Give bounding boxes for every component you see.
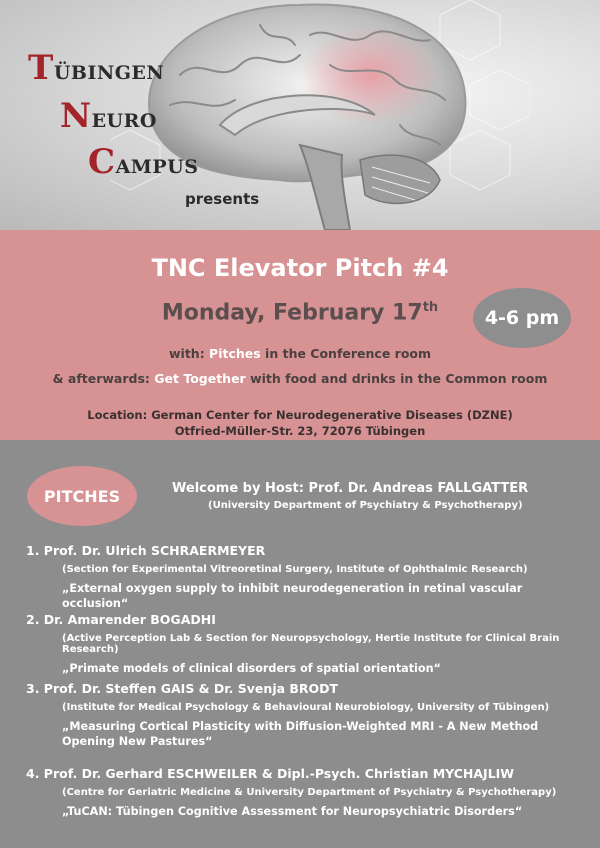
welcome-host: Welcome by Host: Prof. Dr. Andreas FALLGATTER — [172, 481, 529, 496]
pitch-talk-title: „TuCAN: Tübingen Cognitive Assessment for Neuropsychiatric Disorders“ — [62, 805, 523, 818]
pitch-talk-title: „Primate models of clinical disorders of spatial orientation“ — [62, 662, 441, 675]
pitch-talk-title: „Measuring Cortical Plasticity with Diffusion-Weighted MRI - A New Method Opening New Pastures“ — [62, 720, 539, 748]
pitch-affiliation: (Section for Experimental Vitreoretinal Surgery, Institute of Ophthalmic Research) — [62, 564, 528, 575]
logo-line-campus: CAMPUS — [88, 142, 199, 182]
pitch-speaker: 4. Prof. Dr. Gerhard ESCHWEILER & Dipl.-Psych. Christian MYCHAJLIW — [26, 766, 515, 781]
pitch-speaker: 3. Prof. Dr. Steffen GAIS & Dr. Svenja BRODT — [26, 681, 339, 696]
time-badge: 4-6 pm — [473, 288, 571, 348]
pitch-affiliation: (Active Perception Lab & Section for Neuropsychology, Hertie Institute for Clinical Brain Research) — [62, 633, 560, 655]
event-date: Monday, February 17th — [161, 300, 439, 326]
pitch-speaker: 2. Dr. Amarender BOGADHI — [26, 612, 216, 627]
pitch-speaker: 1. Prof. Dr. Ulrich SCHRAERMEYER — [26, 543, 266, 558]
pitch-affiliation: (Centre for Geriatric Medicine & University Department of Psychiatry & Psychotherapy) — [62, 787, 557, 798]
pitch-item — [26, 612, 600, 676]
logo-line-tuebingen: TÜBINGEN — [28, 48, 165, 88]
header-banner — [0, 0, 600, 230]
pitch-item — [26, 766, 572, 819]
welcome-affiliation: (University Department of Psychiatry & Psychotherapy) — [208, 500, 523, 511]
presents-label: presents — [185, 190, 260, 208]
event-title: TNC Elevator Pitch #4 — [151, 254, 449, 282]
with-line: with: Pitches in the Conference room — [168, 346, 432, 361]
pitch-item — [26, 681, 572, 749]
pitch-talk-title: „External oxygen supply to inhibit neurodegeneration in retinal vascular occlusion“ — [62, 582, 523, 610]
afterwards-line: & afterwards: Get Together with food and drinks in the Common room — [52, 371, 548, 386]
pitch-item — [26, 543, 572, 611]
pitches-badge: PITCHES — [27, 466, 137, 526]
brain-illustration — [110, 0, 530, 230]
logo-line-neuro: NEURO — [60, 96, 157, 136]
location: Location: German Center for Neurodegenerative Diseases (DZNE) Otfried-Müller-Str. 23, 72076 Tübingen — [87, 408, 513, 438]
pitch-affiliation: (Institute for Medical Psychology & Behavioural Neurobiology, University of Tübingen) — [62, 702, 550, 713]
